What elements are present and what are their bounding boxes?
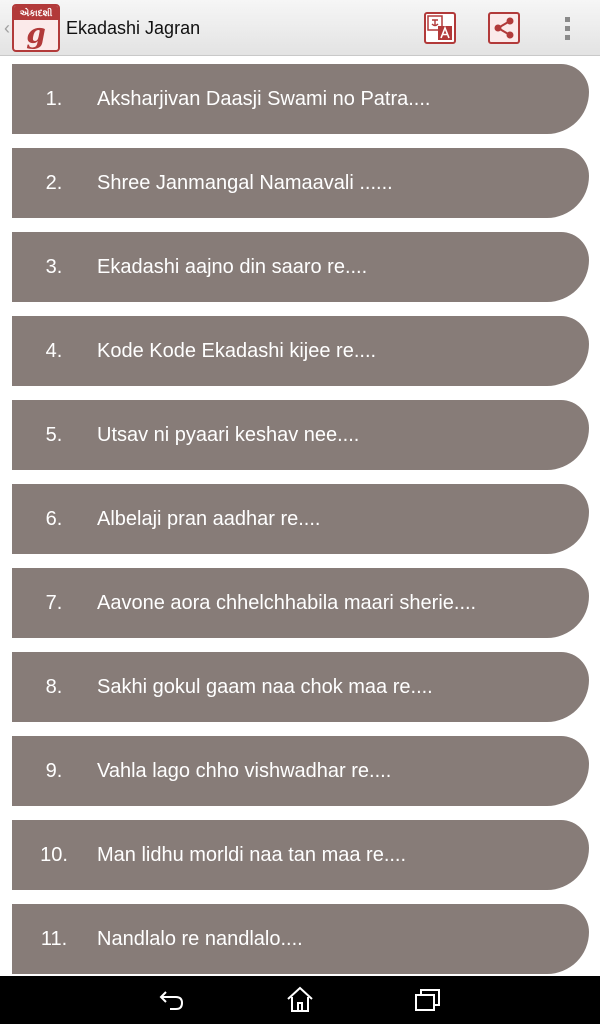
- item-title: Nandlalo re nandlalo....: [97, 928, 303, 950]
- item-title: Kode Kode Ekadashi kijee re....: [97, 340, 377, 362]
- back-caret-icon[interactable]: ‹: [4, 18, 10, 38]
- item-number: 10.: [40, 844, 68, 866]
- list-item[interactable]: [12, 820, 589, 890]
- item-title: Shree Janmangal Namaavali ......: [97, 172, 393, 194]
- share-icon: [488, 12, 520, 44]
- home-icon[interactable]: [280, 982, 320, 1018]
- item-number: 6.: [45, 508, 63, 530]
- item-number: 4.: [45, 340, 63, 362]
- item-title: Aksharjivan Daasji Swami no Patra....: [97, 88, 431, 110]
- list-item[interactable]: [12, 148, 589, 218]
- item-title: Sakhi gokul gaam naa chok maa re....: [97, 676, 433, 698]
- translate-icon: [424, 12, 456, 44]
- list-item[interactable]: [12, 400, 589, 470]
- item-number: 11.: [40, 928, 68, 950]
- item-title: Aavone aora chhelchhabila maari sherie....: [97, 592, 477, 614]
- song-list[interactable]: [0, 56, 600, 976]
- item-title: Albelaji pran aadhar re....: [97, 508, 321, 530]
- overflow-menu-button[interactable]: [556, 10, 580, 46]
- item-number: 1.: [45, 88, 63, 110]
- share-button[interactable]: [486, 10, 522, 46]
- item-title: Vahla lago chho vishwadhar re....: [97, 760, 392, 782]
- item-number: 5.: [45, 424, 63, 446]
- list-item[interactable]: [12, 232, 589, 302]
- system-navigation-bar: [0, 976, 600, 1024]
- list-item[interactable]: [12, 316, 589, 386]
- item-title: Man lidhu morldi naa tan maa re....: [97, 844, 407, 866]
- app-logo[interactable]: [12, 4, 60, 52]
- list-item[interactable]: [12, 904, 589, 974]
- item-number: 8.: [45, 676, 63, 698]
- list-item[interactable]: [12, 652, 589, 722]
- item-number: 3.: [45, 256, 63, 278]
- list-item[interactable]: [12, 484, 589, 554]
- page-title: Ekadashi Jagran: [66, 18, 201, 38]
- item-number: 2.: [45, 172, 63, 194]
- item-title: Utsav ni pyaari keshav nee....: [97, 424, 360, 446]
- item-number: 7.: [45, 592, 63, 614]
- translate-button[interactable]: [422, 10, 458, 46]
- action-bar: [0, 0, 600, 56]
- item-title: Ekadashi aajno din saaro re....: [97, 256, 368, 278]
- recent-apps-icon[interactable]: [408, 982, 448, 1018]
- back-icon[interactable]: [152, 982, 192, 1018]
- overflow-menu-icon: [565, 17, 571, 41]
- logo-text: એકાદશી: [14, 6, 58, 20]
- list-item[interactable]: [12, 736, 589, 806]
- logo-glyph-icon: g: [26, 17, 46, 50]
- list-item[interactable]: [12, 64, 589, 134]
- item-number: 9.: [45, 760, 63, 782]
- list-item[interactable]: [12, 568, 589, 638]
